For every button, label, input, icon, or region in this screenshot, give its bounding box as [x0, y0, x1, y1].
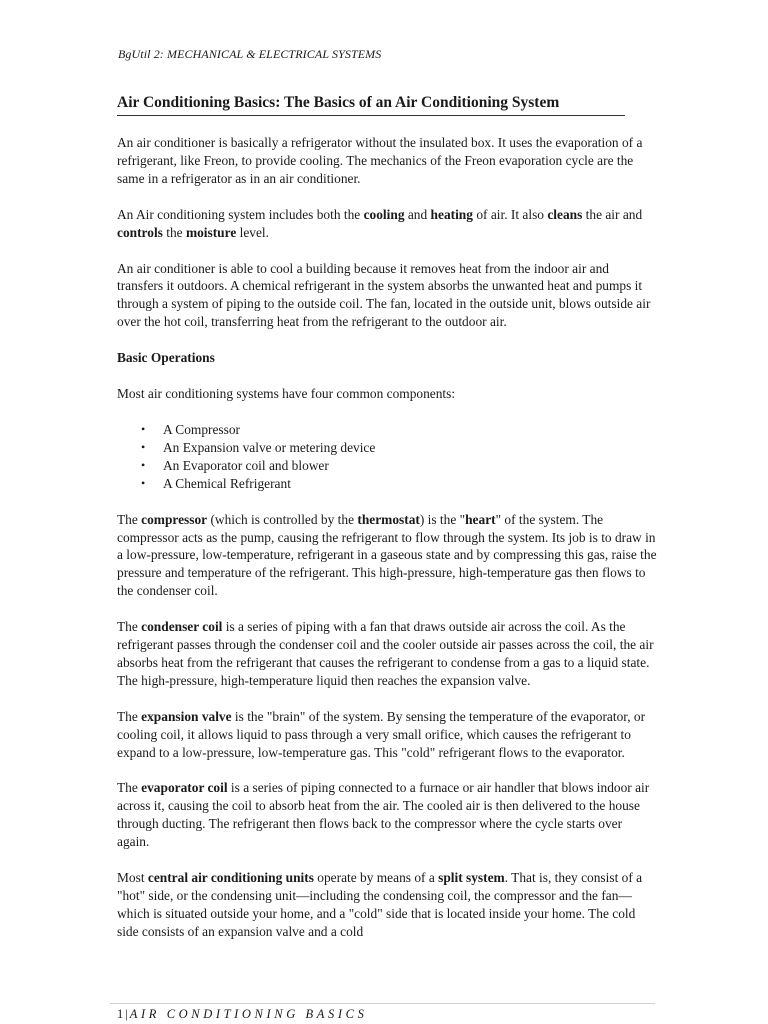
components-intro-paragraph: Most air conditioning systems have four common components:	[117, 386, 456, 402]
footer-divider	[110, 1003, 655, 1004]
bullet-icon: •	[141, 439, 146, 454]
term-heart: heart	[465, 511, 496, 527]
list-item: • A Compressor	[141, 421, 240, 437]
bullet-icon: •	[141, 457, 146, 472]
page-number: 1	[117, 1007, 124, 1021]
term-thermostat: thermostat	[357, 511, 420, 527]
section-heading: Basic Operations	[117, 350, 215, 366]
term-cooling: cooling	[363, 206, 405, 222]
term-evaporator-coil: evaporator coil	[141, 780, 228, 796]
term-split-system: split system	[438, 870, 505, 886]
components-list	[117, 421, 657, 493]
expansion-valve-paragraph: The expansion valve is the "brain" of the system. By sensing the temperature of the evaporator, or cooling coil, it allows liquid to pass through a very small orifice, which causes the refrigerant to expand to a low-pressure, low-temperature gas. This "cold" refrigerant flows to the evaporator.	[117, 708, 646, 760]
bullet-icon: •	[141, 475, 146, 490]
running-header: BgUtil 2: MECHANICAL & ELECTRICAL SYSTEMS	[118, 47, 382, 61]
bullet-icon: •	[141, 421, 146, 436]
intro-paragraph: An air conditioner is basically a refrigerator without the insulated box. It uses the evaporation of a refrigerant, like Freon, to provide cooling. The mechanics of the Freon evaporation cycle are the same in a refrigerator as in an air conditioner.	[117, 135, 643, 186]
evaporator-paragraph: The evaporator coil is a series of piping connected to a furnace or air handler that blows indoor air across it, causing the coil to absorb heat from the air. The cooled air is then delivered to the house through ducting. The refrigerant then flows back to the compressor where the cycle starts over again.	[117, 780, 650, 850]
term-condenser-coil: condenser coil	[141, 619, 223, 635]
split-system-paragraph: Most central air conditioning units operate by means of a split system. That is, they consist of a "hot" side, or the condensing unit—including the condensing coil, the compressor and the fan—which is situated outside your home, and a "cold" side that is located inside your home. The cold side consists of an expansion valve and a cold	[117, 870, 643, 939]
compressor-paragraph: The compressor (which is controlled by the thermostat) is the "heart" of the system. The compressor acts as the pump, causing the refrigerant to flow through the system. Its job is to draw in a low-pressure, low-temperature, refrigerant in a gaseous state and by compressing this gas, raise the pressure and temperature of the refrigerant. This high-pressure, high-temperature gas then flows to the condenser coil.	[117, 511, 657, 599]
term-moisture: moisture	[185, 224, 237, 240]
term-expansion-valve: expansion valve	[141, 708, 232, 724]
term-compressor: compressor	[141, 511, 208, 527]
term-central-units: central air conditioning units	[147, 870, 314, 886]
list-item: • An Evaporator coil and blower	[141, 457, 329, 473]
footer-separator: |	[125, 1007, 128, 1021]
list-item: • An Expansion valve or metering device	[141, 439, 376, 455]
list-item: • A Chemical Refrigerant	[141, 475, 291, 491]
term-cleans: cleans	[547, 206, 583, 222]
page-footer	[117, 1007, 367, 1022]
footer-title: AIR CONDITIONING BASICS	[129, 1007, 368, 1021]
term-heating: heating	[430, 206, 473, 222]
document-title: Air Conditioning Basics: The Basics of an Air Conditioning System	[117, 94, 625, 116]
heat-transfer-paragraph: An air conditioner is able to cool a building because it removes heat from the indoor air and transfers it outdoors. A chemical refrigerant in the system absorbs the unwanted heat and pumps it through a system of piping to the outside coil. The fan, located in the outside unit, blows outside air over the hot coil, transferring heat from the refrigerant to the outdoor air.	[117, 260, 651, 330]
document-body	[117, 134, 657, 959]
system-functions-paragraph: An Air conditioning system includes both the cooling and heating of air. It also cleans the air and controls the moisture level.	[117, 206, 643, 240]
condenser-paragraph: The condenser coil is a series of piping with a fan that draws outside air across the coil. As the refrigerant passes through the condenser coil and the cooler outside air passes across the coil, the air absorbs heat from the refrigerant that causes the refrigerant to condense from a gas to a liquid state. The high-pressure, high-temperature liquid then reaches the expansion valve.	[117, 619, 654, 688]
term-controls: controls	[117, 224, 163, 240]
